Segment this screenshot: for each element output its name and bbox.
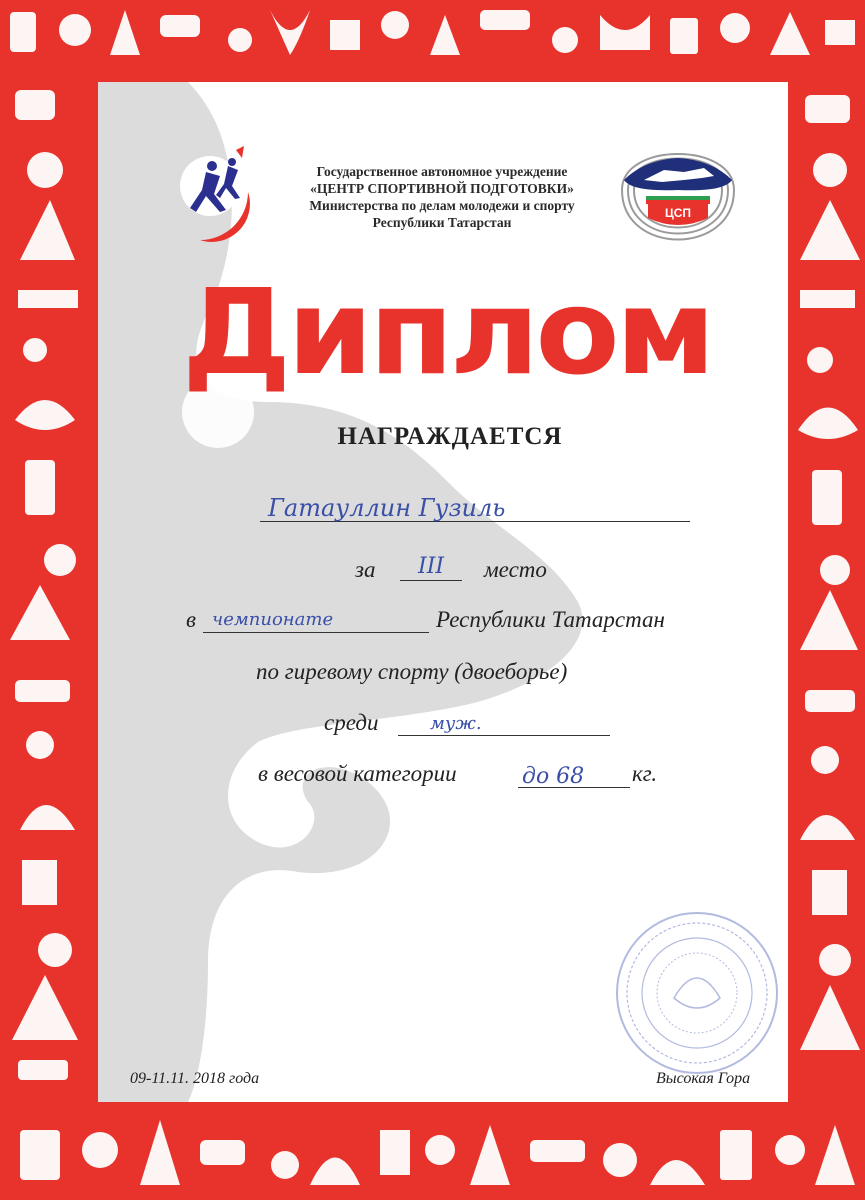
place-prefix: за bbox=[355, 557, 376, 582]
recipient-name: Гатауллин Гузиль bbox=[268, 494, 506, 522]
footer-date: 09-11.11. 2018 года bbox=[130, 1070, 260, 1087]
event-prefix: в bbox=[186, 607, 196, 632]
official-stamp bbox=[612, 908, 782, 1078]
header-line-2: «ЦЕНТР СПОРТИВНОЙ ПОДГОТОВКИ» bbox=[310, 181, 574, 196]
csp-logo-label: ЦСП bbox=[664, 206, 692, 220]
weight-value: до 68 bbox=[522, 764, 585, 789]
awarded-heading: НАГРАЖДАЕТСЯ bbox=[337, 423, 563, 450]
event-suffix: Республики Татарстан bbox=[436, 607, 665, 632]
header-line-1: Государственное автономное учреждение bbox=[316, 164, 568, 179]
institution-header bbox=[262, 163, 622, 231]
tatarstan-sport-logo bbox=[140, 136, 260, 246]
diploma-title: Диплом bbox=[182, 263, 712, 401]
place-suffix: место bbox=[484, 557, 547, 582]
event-underline bbox=[203, 632, 429, 633]
group-underline bbox=[398, 735, 610, 736]
place-value: III bbox=[418, 554, 445, 579]
group-value: муж. bbox=[430, 713, 482, 734]
weight-prefix: в весовой категории bbox=[258, 761, 457, 786]
footer-place: Высокая Гора bbox=[656, 1070, 751, 1087]
place-underline bbox=[400, 580, 462, 581]
event-value: чемпионате bbox=[212, 609, 334, 630]
group-prefix: среди bbox=[324, 710, 379, 735]
csp-logo bbox=[614, 140, 742, 262]
sport-line: по гиревому спорту (двоеборье) bbox=[256, 659, 568, 684]
weight-suffix: кг. bbox=[632, 761, 658, 786]
header-line-3: Министерства по делам молодежи и спорту bbox=[309, 198, 575, 213]
header-line-4: Республики Татарстан bbox=[372, 215, 512, 230]
